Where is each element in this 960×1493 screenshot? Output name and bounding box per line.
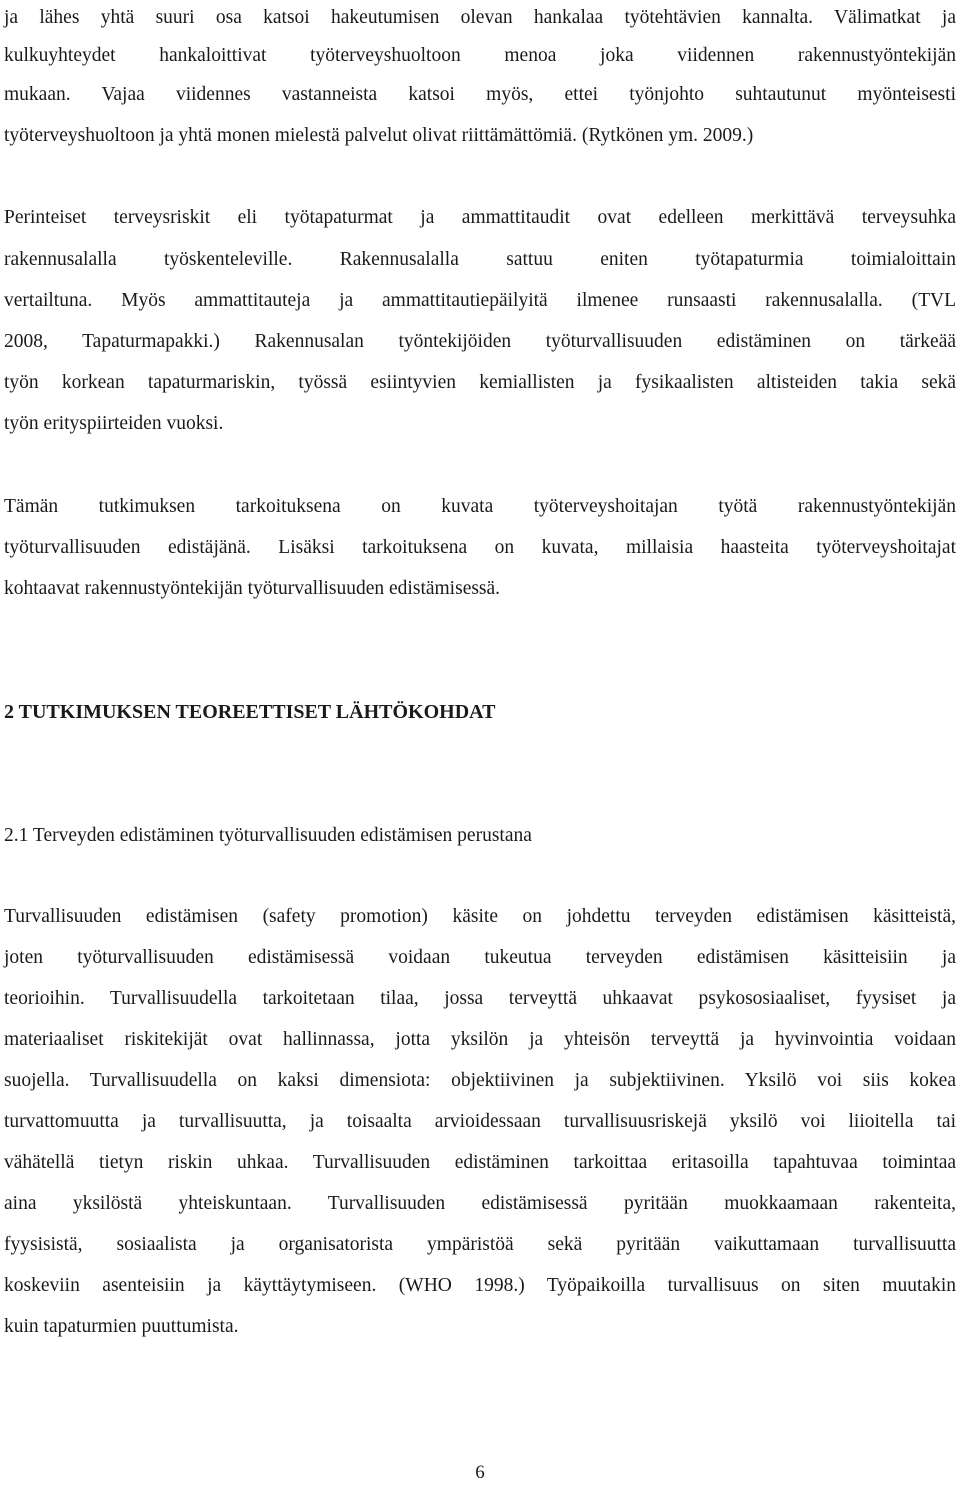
paragraph-line: teorioihin. Turvallisuudella tarkoitetaan tilaa, jossa terveyttä uhkaavat psykososiaaliset, fyysiset ja xyxy=(4,988,956,1009)
paragraph-line: työn erityspiirteiden vuoksi. xyxy=(4,413,224,434)
paragraph-line: joten työturvallisuuden edistämisessä voidaan tukeutua terveyden edistämisen käsitteisiin ja xyxy=(4,947,956,968)
paragraph-line: 2008, Tapaturmapakki.) Rakennusalan työntekijöiden työturvallisuuden edistäminen on tärkeää xyxy=(4,331,956,352)
subsection-heading: 2.1 Terveyden edistäminen työturvallisuuden edistämisen perustana xyxy=(4,825,532,846)
paragraph-line: työterveyshuoltoon ja yhtä monen mielestä palvelut olivat riittämättömiä. (Rytkönen ym. 2009.) xyxy=(4,125,754,146)
paragraph-line: koskeviin asenteisiin ja käyttäytymiseen. (WHO 1998.) Työpaikoilla turvallisuus on siten muutakin xyxy=(4,1275,956,1296)
paragraph-line: turvattomuutta ja turvallisuutta, ja toisaalta arvioidessaan turvallisuusriskejä yksilö voi liioitella tai xyxy=(4,1111,956,1132)
paragraph-line: kohtaavat rakennustyöntekijän työturvallisuuden edistämisessä. xyxy=(4,578,501,599)
paragraph-line: Turvallisuuden edistämisen (safety promotion) käsite on johdettu terveyden edistämisen käsitteistä, xyxy=(4,906,956,927)
paragraph-line: rakennusalalla työskenteleville. Rakennusalalla sattuu eniten työtapaturmia toimialoittain xyxy=(4,249,956,270)
page-number: 6 xyxy=(475,1462,485,1483)
paragraph-line: työturvallisuuden edistäjänä. Lisäksi tarkoituksena on kuvata, millaisia haasteita työterveyshoitajat xyxy=(4,537,956,558)
paragraph-line: Perinteiset terveysriskit eli työtapaturmat ja ammattitaudit ovat edelleen merkittävä terveysuhka xyxy=(4,207,956,228)
paragraph-line: vertailtuna. Myös ammattitauteja ja ammattitautiepäilyitä ilmenee runsaasti rakennusalalla. (TVL xyxy=(4,290,956,311)
section-heading: 2 TUTKIMUKSEN TEOREETTISET LÄHTÖKOHDAT xyxy=(4,701,496,723)
paragraph-line: materiaaliset riskitekijät ovat hallinnassa, jotta yksilön ja yhteisön terveyttä ja hyvinvointia voidaan xyxy=(4,1029,956,1050)
paragraph-line: fyysisistä, sosiaalista ja organisatorista ympäristöä sekä pyritään vaikuttamaan turvallisuutta xyxy=(4,1234,956,1255)
paragraph-line: mukaan. Vajaa viidennes vastanneista katsoi myös, ettei työnjohto suhtautunut myönteisesti xyxy=(4,84,956,105)
paragraph-line: ja lähes yhtä suuri osa katsoi hakeutumisen olevan hankalaa työtehtävien kannalta. Välimatkat ja xyxy=(4,7,956,28)
paragraph-line: vähätellä tietyn riskin uhkaa. Turvallisuuden edistäminen tarkoittaa eritasoilla tapahtuvaa toimintaa xyxy=(4,1152,956,1173)
paragraph-line: aina yksilöstä yhteiskuntaan. Turvallisuuden edistämisessä pyritään muokkaamaan rakenteita, xyxy=(4,1193,956,1214)
paragraph-line: työn korkean tapaturmariskin, työssä esiintyvien kemiallisten ja fysikaalisten altisteiden takia sekä xyxy=(4,372,956,393)
paragraph-line: Tämän tutkimuksen tarkoituksena on kuvata työterveyshoitajan työtä rakennustyöntekijän xyxy=(4,496,956,517)
paragraph-line: kulkuyhteydet hankaloittivat työterveyshuoltoon menoa joka viidennen rakennustyöntekijän xyxy=(4,45,956,66)
paragraph-line: suojella. Turvallisuudella on kaksi dimensiota: objektiivinen ja subjektiivinen. Yksilö voi siis kokea xyxy=(4,1070,956,1091)
paragraph-line: kuin tapaturmien puuttumista. xyxy=(4,1316,239,1337)
